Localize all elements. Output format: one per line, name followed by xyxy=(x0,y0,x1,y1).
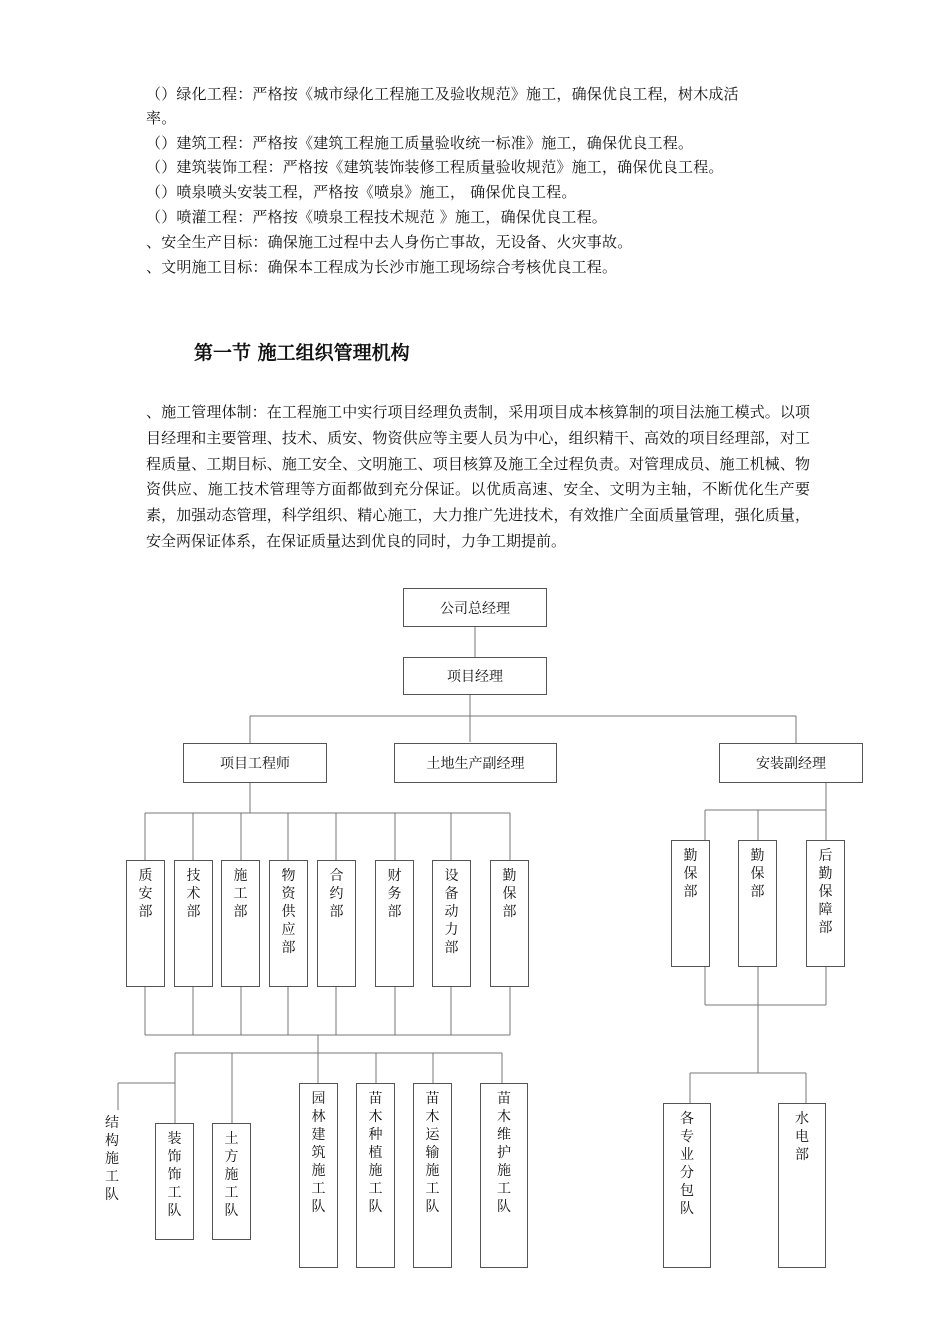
org-dept-finance xyxy=(375,860,414,987)
org-dept-label: 设备动力部 xyxy=(444,868,459,956)
org-team-label: 苗木种植施工队 xyxy=(368,1091,383,1215)
management-paragraph: 、施工管理体制：在工程施工中实行项目经理负责制，采用项目成本核算制的项目法施工模式。以项目经理和主要管理、技术、质安、物资供应等主要人员为中心，组织精干、高效的项目经理部，对工程质量、工期目标、施工安全、文明施工、项目核算及施工全过程负责。对管理成员、施工机械、物资供应、施工技术管理等方面都做到充分保证。以优质高速、安全、文明为主轴，不断优化生产要素，加强动态管理，科学组织、精心施工，大力推广先进技术，有效推广全面质量管理，强化质量，安全两保证体系，在保证质量达到优良的同时，力争工期提前。 xyxy=(146,403,810,550)
org-team-label: 装饰饰工队 xyxy=(167,1131,182,1219)
org-team-seedling-planting xyxy=(356,1083,395,1268)
org-install-dept-logistics-2 xyxy=(738,840,777,967)
org-team-water-electric xyxy=(778,1103,826,1268)
org-dept-label: 勤保部 xyxy=(750,848,765,900)
org-dept-label: 质安部 xyxy=(138,868,153,920)
org-dept-materials xyxy=(269,860,308,987)
org-team-structure: 结构施工队 xyxy=(105,1115,119,1203)
org-team-seedling-maintenance xyxy=(480,1083,528,1268)
org-dept-technical xyxy=(174,860,213,987)
text-line-building: （）建筑工程：严格按《建筑工程施工质量验收统一标准》施工，确保优良工程。 xyxy=(146,134,694,152)
text-line-irrigation: （）喷灌工程：严格按《喷泉工程技术规范 》施工，确保优良工程。 xyxy=(146,208,607,226)
org-dept-construction xyxy=(221,860,260,987)
org-node-project-manager: 项目经理 xyxy=(403,657,547,695)
org-team-decoration xyxy=(155,1123,194,1240)
org-dept-equipment-power xyxy=(432,860,471,987)
text-line-civilized-goal: 、文明施工目标：确保本工程成为长沙市施工现场综合考核优良工程。 xyxy=(146,258,618,276)
org-team-label: 水电部 xyxy=(794,1111,809,1163)
org-team-label: 苗木运输施工队 xyxy=(425,1091,440,1215)
org-team-earthwork xyxy=(212,1123,251,1240)
org-team-label: 土方施工队 xyxy=(224,1131,239,1219)
text-line-greening-cont: 率。 xyxy=(146,109,177,127)
org-install-dept-support xyxy=(806,840,845,967)
text-line-fountain: （）喷泉喷头安装工程，严格按《喷泉》施工， 确保优良工程。 xyxy=(146,183,577,201)
org-dept-label: 物资供应部 xyxy=(281,868,296,956)
org-dept-label: 技术部 xyxy=(186,868,201,920)
org-install-dept-logistics-1 xyxy=(671,840,710,967)
text-line-decoration: （）建筑装饰工程：严格按《建筑装饰装修工程质量验收规范》施工，确保优良工程。 xyxy=(146,158,724,176)
org-node-project-engineer: 项目工程师 xyxy=(183,743,327,783)
org-dept-label: 后勤保障部 xyxy=(818,848,833,936)
org-dept-label: 勤保部 xyxy=(502,868,517,920)
org-node-install-deputy: 安装副经理 xyxy=(719,743,863,783)
org-node-production-deputy: 土地生产副经理 xyxy=(394,743,557,783)
org-dept-label: 勤保部 xyxy=(683,848,698,900)
org-dept-quality-safety xyxy=(126,860,165,987)
org-team-label: 苗木维护施工队 xyxy=(496,1091,511,1215)
org-node-company-gm: 公司总经理 xyxy=(403,588,547,627)
text-line-greening: （）绿化工程：严格按《城市绿化工程施工及验收规范》施工，确保优良工程，树木成活 xyxy=(146,85,739,103)
org-dept-label: 合约部 xyxy=(329,868,344,920)
org-team-garden-building xyxy=(299,1083,338,1268)
org-team-seedling-transport xyxy=(413,1083,452,1268)
org-team-label: 各专业分包队 xyxy=(679,1111,694,1217)
org-dept-label: 财务部 xyxy=(387,868,402,920)
section-heading: 第一节 施工组织管理机构 xyxy=(194,342,410,364)
text-line-safety-goal: 、安全生产目标：确保施工过程中去人身伤亡事故，无设备、火灾事故。 xyxy=(146,233,633,251)
org-dept-label: 施工部 xyxy=(233,868,248,920)
org-dept-logistics xyxy=(490,860,529,987)
org-dept-contract xyxy=(317,860,356,987)
org-team-subcontractors xyxy=(663,1103,711,1268)
org-team-label: 园林建筑施工队 xyxy=(311,1091,326,1215)
